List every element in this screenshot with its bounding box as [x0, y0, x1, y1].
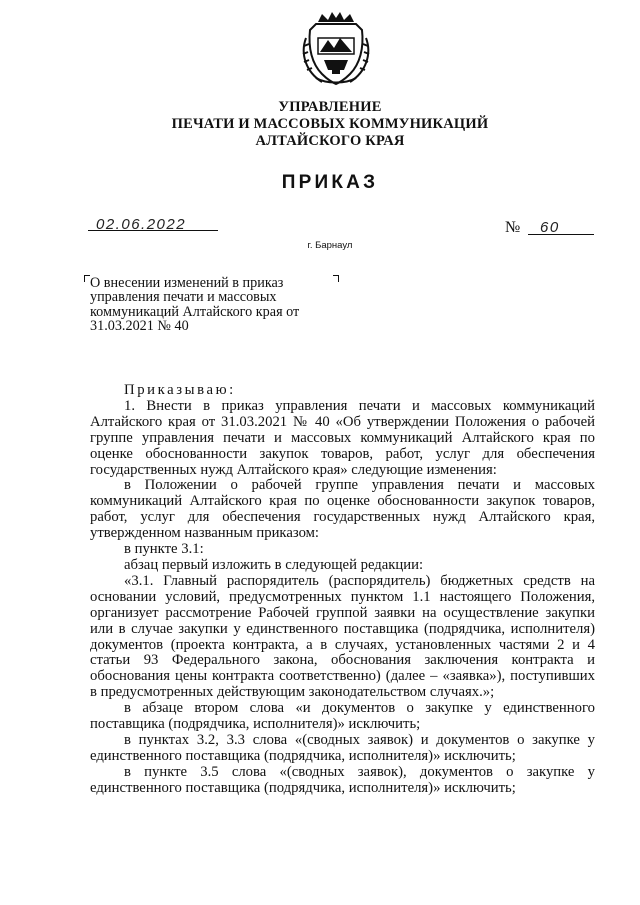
date-underline	[88, 230, 218, 231]
order-number: 60	[540, 219, 560, 236]
subject-line: 31.03.2021 № 40	[90, 317, 189, 334]
body-paragraph: в пункте 3.5 слова «(сводных заявок), документов о закупке у единственного поставщика (подрядчика, исполнителя)» исключить;	[90, 763, 595, 796]
order-body	[90, 383, 595, 797]
body-paragraph: в Положении о рабочей группе управления печати и массовых коммуникаций Алтайского края по оценке обоснованности закупок товаров, работ, услуг для обеспечения государственных нужд Алтайского края, утвержденном названным приказом:	[90, 477, 595, 542]
subject-line: управления печати и массовых	[90, 289, 277, 306]
number-sign: №	[505, 219, 521, 236]
body-paragraph: в абзаце втором слова «и документов о закупке у единственного поставщика (подрядчика, исполнителя)» исключить;	[90, 700, 595, 733]
org-name-line-1: УПРАВЛЕНИЕ	[278, 99, 382, 115]
org-name-line-2: ПЕЧАТИ И МАССОВЫХ КОММУНИКАЦИЙ	[171, 116, 489, 132]
order-subject	[90, 276, 334, 333]
body-paragraph: в пунктах 3.2, 3.3 слова «(сводных заявок) и документов о закупке у единственного поставщика (подрядчика, исполнителя)» исключить;	[90, 731, 595, 764]
org-name-line-3: АЛТАЙСКОГО КРАЯ	[255, 133, 405, 149]
subject-line: О внесении изменений в приказ	[90, 275, 284, 291]
number-underline	[528, 234, 594, 235]
order-date: 02.06.2022	[96, 216, 187, 233]
body-paragraph: абзац первый изложить в следующей редакции:	[124, 556, 424, 573]
body-paragraph: 1. Внести в приказ управления печати и массовых коммуникаций Алтайского края от 31.03.2021 № 40 «Об утверждении Положения о рабочей группе управления печати и массовых коммуникаций Алтайского края по оценке обоснованности закупок товаров, работ, услуг для обеспечения государственных нужд Алтайского края» следующие изменения:	[90, 397, 595, 478]
body-paragraph: «3.1. Главный распорядитель (распорядитель) бюджетных средств на основании условий, предусмотренных пунктом 1.1 настоящего Положения, организует рассмотрение Рабочей группой заявки на осуществление закупки или в случае закупки у единственного поставщика (подрядчика, исполнителя) документов (проекта контракта, а в случаях, установленных частями 2 и 4 статьи 93 Федерального закона, обоснования заключения контракта и обоснования цены контракта соответственно) (далее – «заявка»), поступивших в предусмотренных действующим законодательством случаях.»;	[90, 572, 595, 701]
order-directive: Приказываю:	[124, 382, 236, 398]
subject-line: коммуникаций Алтайского края от	[90, 303, 300, 320]
city-label: г. Барнаул	[307, 240, 353, 251]
document-type-title: ПРИКАЗ	[281, 172, 379, 193]
body-paragraph: в пункте 3.1:	[124, 541, 204, 558]
coat-of-arms-emblem	[296, 8, 376, 88]
